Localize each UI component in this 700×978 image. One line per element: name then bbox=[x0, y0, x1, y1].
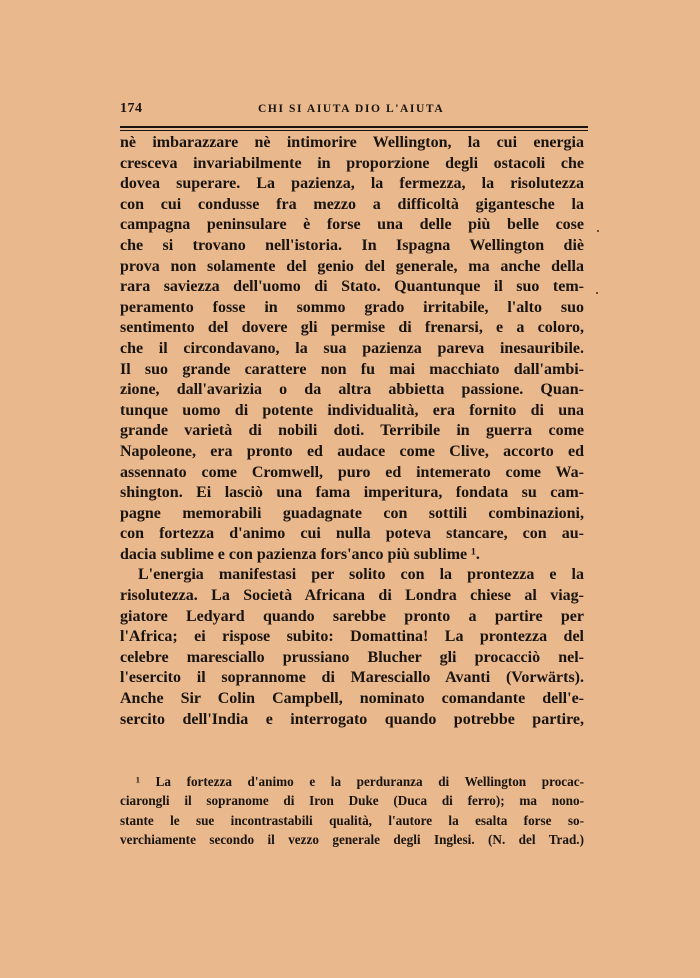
main-text bbox=[120, 133, 584, 730]
text-line: sentimento del dovere gli permise di frenarsi, e a coloro, bbox=[120, 319, 584, 337]
footnote-line: verchiamente secondo il vezzo generale degli Inglesi. (N. del Trad.) bbox=[120, 831, 584, 847]
text-line: che il circondavano, la sua pazienza pareva inesauribile. bbox=[120, 339, 584, 357]
text-line: l'Africa; ei rispose subito: Domattina! La prontezza del bbox=[120, 628, 584, 646]
text-line: Il suo grande carattere non fu mai macchiato dall'ambi- bbox=[120, 360, 584, 378]
text-line: shington. Ei lasciò una fama imperitura, fondata su cam- bbox=[120, 484, 584, 502]
text-line: Anche Sir Colin Campbell, nominato comandante dell'e- bbox=[120, 690, 584, 708]
footnote bbox=[120, 772, 584, 849]
text-line: pagne memorabili guadagnate con sottili combinazioni, bbox=[120, 504, 584, 522]
text-line: l'esercito il soprannome di Maresciallo Avanti (Vorwärts). bbox=[120, 669, 584, 687]
text-line: assennato come Cromwell, puro ed intemerato come Wa- bbox=[120, 463, 584, 481]
text-line: grande varietà di nobili doti. Terribile in guerra come bbox=[120, 422, 584, 440]
text-line: dacia sublime e con pazienza fors'anco più sublime ¹. bbox=[120, 545, 480, 563]
paper-speck bbox=[597, 230, 599, 232]
text-line: con fortezza d'animo cui nulla poteva stancare, con au- bbox=[120, 525, 584, 543]
paper-speck bbox=[596, 292, 598, 294]
footnote-line: ciarongli il sopranome di Iron Duke (Duca di ferro); ma nono- bbox=[120, 793, 584, 809]
footnote-line: ¹ La fortezza d'animo e la perduranza di Wellington procac- bbox=[136, 774, 584, 789]
text-line: Napoleone, era pronto ed audace come Clive, accorto ed bbox=[120, 442, 584, 460]
text-line: che si trovano nell'istoria. In Ispagna Wellington diè bbox=[120, 236, 584, 254]
header-rule-thin bbox=[120, 130, 588, 131]
text-line: dovea superare. La pazienza, la fermezza, la risolutezza bbox=[120, 175, 584, 193]
page-number: 174 bbox=[120, 101, 143, 116]
text-line: tunque uomo di potente individualità, era fornito di una bbox=[120, 401, 584, 419]
footnote-line: stante le sue incontrastabili qualità, l'autore la esalta forse so- bbox=[120, 812, 584, 828]
text-line: zione, dall'avarizia o da altra abbietta passione. Quan- bbox=[120, 381, 584, 399]
text-line: celebre maresciallo prussiano Blucher gli procacciò nel- bbox=[120, 648, 584, 666]
text-line: cresceva invariabilmente in proporzione degli ostacoli che bbox=[120, 154, 584, 172]
page-header bbox=[120, 99, 582, 121]
text-line: nè imbarazzare nè intimorire Wellington, la cui energia bbox=[120, 134, 584, 151]
text-line: sercito dell'India e interrogato quando potrebbe partire, bbox=[120, 710, 584, 728]
text-line: risolutezza. La Società Africana di Londra chiese al viag- bbox=[120, 587, 584, 605]
text-line: rara saviezza dell'uomo di Stato. Quantunque il suo tem- bbox=[120, 278, 584, 296]
text-line: prova non solamente del genio del generale, ma anche della bbox=[120, 257, 584, 275]
text-line: L'energia manifestasi per solito con la prontezza e la bbox=[138, 566, 584, 584]
text-line: campagna peninsulare è forse una delle più belle cose bbox=[120, 216, 584, 234]
running-title: CHI SI AIUTA DIO L'AIUTA bbox=[258, 103, 445, 115]
header-rule bbox=[120, 126, 588, 128]
text-line: con cui condusse fra mezzo a difficoltà gigantesche la bbox=[120, 195, 584, 213]
text-line: peramento fosse in sommo grado irritabile, l'alto suo bbox=[120, 298, 584, 316]
text-line: giatore Ledyard quando sarebbe pronto a partire per bbox=[120, 607, 584, 625]
